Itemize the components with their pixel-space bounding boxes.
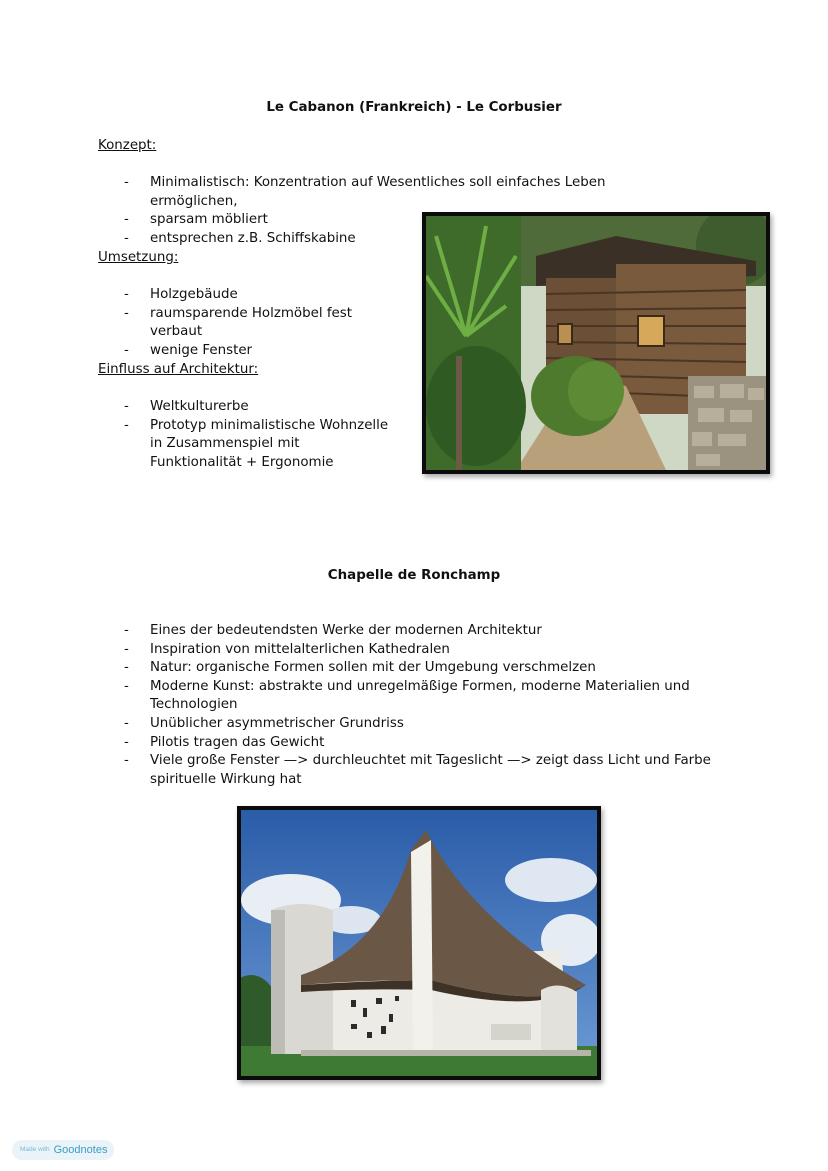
list-item: - Viele große Fenster —> durchleuchtet mit Tageslicht —> zeigt dass Licht und Farbe spirituelle Wirkung hat <box>124 752 724 789</box>
ronchamp-photo <box>237 806 601 1080</box>
section1-title: Le Cabanon (Frankreich) - Le Corbusier <box>266 100 562 115</box>
einfluss-list <box>124 398 394 472</box>
list-item: - raumsparende Holzmöbel fest verbaut <box>124 305 404 342</box>
list-item: - Weltkulturerbe <box>124 398 394 417</box>
list-item: - entsprechen z.B. Schiffskabine <box>124 230 684 249</box>
goodnotes-brand: Goodnotes <box>53 1143 108 1156</box>
ronchamp-list <box>124 622 724 789</box>
made-with-label: Made with <box>20 1145 50 1153</box>
list-item: - Moderne Kunst: abstrakte und unregelmäßige Formen, moderne Materialien und Technologien <box>124 678 690 715</box>
cabanon-photo <box>422 212 770 474</box>
list-item: - Unüblicher asymmetrischer Grundriss <box>124 715 724 734</box>
konzept-heading: Konzept: <box>98 138 157 153</box>
umsetzung-heading: Umsetzung: <box>98 250 179 265</box>
list-item: - wenige Fenster <box>124 342 404 361</box>
list-item: - Pilotis tragen das Gewicht <box>124 734 724 753</box>
list-item: - Eines der bedeutendsten Werke der modernen Architektur <box>124 622 724 641</box>
list-item: - sparsam möbliert <box>124 211 684 230</box>
umsetzung-list <box>124 286 404 360</box>
list-item: - Holzgebäude <box>124 286 404 305</box>
list-item: - Minimalistisch: Konzentration auf Wesentliches soll einfaches Leben ermöglichen, <box>124 174 684 211</box>
list-item: - Inspiration von mittelalterlichen Kathedralen <box>124 641 724 660</box>
section2-title: Chapelle de Ronchamp <box>327 568 501 583</box>
list-item: - Prototyp minimalistische Wohnzelle in Zusammenspiel mit Funktionalität + Ergonomie <box>124 417 394 473</box>
goodnotes-badge <box>12 1140 114 1160</box>
list-item: - Natur: organische Formen sollen mit der Umgebung verschmelzen <box>124 659 724 678</box>
einfluss-heading: Einfluss auf Architektur: <box>98 362 259 377</box>
